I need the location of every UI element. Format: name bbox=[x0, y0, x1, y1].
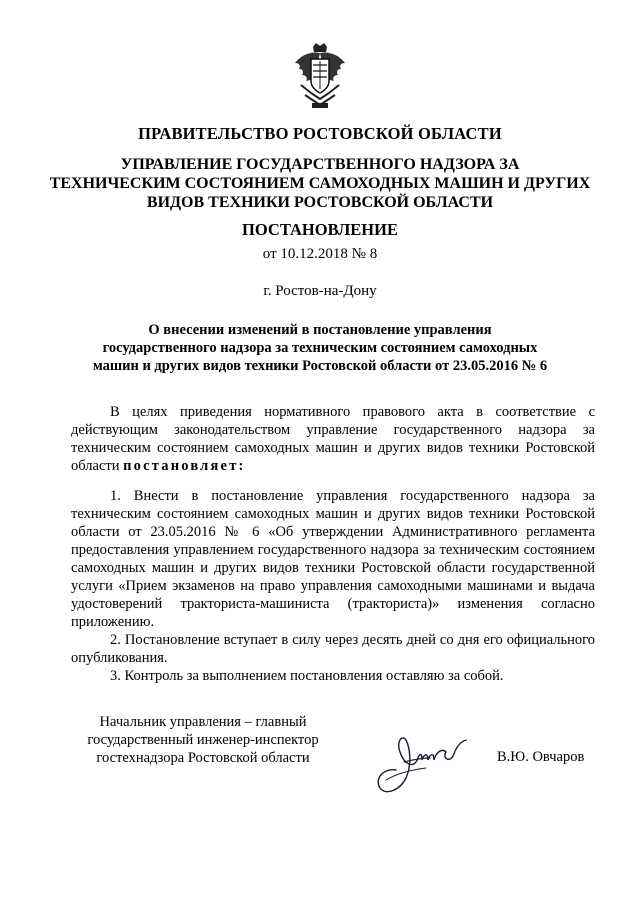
preamble-text: В целях приведения нормативного правового акта в соответствие с действующим законодательством управление государственного надзора за техническим состоянием самоходных машин и других видов техники Ростовской области bbox=[71, 404, 595, 474]
document-city: г. Ростов-на-Дону bbox=[263, 283, 377, 299]
decree-items bbox=[71, 487, 595, 685]
signatory-name: В.Ю. Овчаров bbox=[497, 749, 585, 765]
decree-item: 2. Постановление вступает в силу через десять дней со дня его официального опубликования. bbox=[71, 632, 595, 666]
government-name: ПРАВИТЕЛЬСТВО РОСТОВСКОЙ ОБЛАСТИ bbox=[138, 124, 502, 143]
department-line: ВИДОВ ТЕХНИКИ РОСТОВСКОЙ ОБЛАСТИ bbox=[146, 194, 494, 211]
document-type: ПОСТАНОВЛЕНИЕ bbox=[242, 220, 398, 239]
subject-line: государственного надзора за техническим состоянием самоходных bbox=[102, 340, 538, 356]
decree-item: 3. Контроль за выполнением постановления оставляю за собой. bbox=[110, 668, 504, 684]
coat-of-arms-icon bbox=[291, 41, 349, 111]
signatory-title-line: гостехнадзора Ростовской области bbox=[96, 750, 310, 766]
signatory-title-line: государственный инженер-инспектор bbox=[87, 732, 319, 748]
decree-word: постановляет: bbox=[123, 458, 246, 474]
document-date-number: от 10.12.2018 № 8 bbox=[262, 246, 378, 262]
department-name bbox=[40, 155, 600, 212]
department-line: УПРАВЛЕНИЕ ГОСУДАРСТВЕННОГО НАДЗОРА ЗА bbox=[120, 156, 520, 173]
document-subject bbox=[70, 321, 570, 375]
decree-item: 1. Внести в постановление управления государственного надзора за техническим состоянием самоходных машин и других видов техники Ростовской области от 23.05.2016 № 6 «Об утверждении Административного регламента предоставления управлением государственного надзора за техническим состоянием самоходных машин и других видов техники Ростовской области государственной услуги «Прием экзаменов на право управления самоходными машинами и выдача удостоверений тракториста-машиниста (тракториста)» изменения согласно приложению. bbox=[71, 488, 595, 630]
department-line: ТЕХНИЧЕСКИМ СОСТОЯНИЕМ САМОХОДНЫХ МАШИН И ДРУГИХ bbox=[49, 175, 591, 192]
signatory-title bbox=[72, 713, 334, 767]
preamble-paragraph bbox=[71, 403, 595, 475]
subject-line: О внесении изменений в постановление управления bbox=[148, 322, 492, 338]
subject-line: машин и других видов техники Ростовской области от 23.05.2016 № 6 bbox=[92, 358, 548, 374]
signatory-title-line: Начальник управления – главный bbox=[99, 714, 307, 730]
handwritten-signature bbox=[366, 718, 476, 798]
